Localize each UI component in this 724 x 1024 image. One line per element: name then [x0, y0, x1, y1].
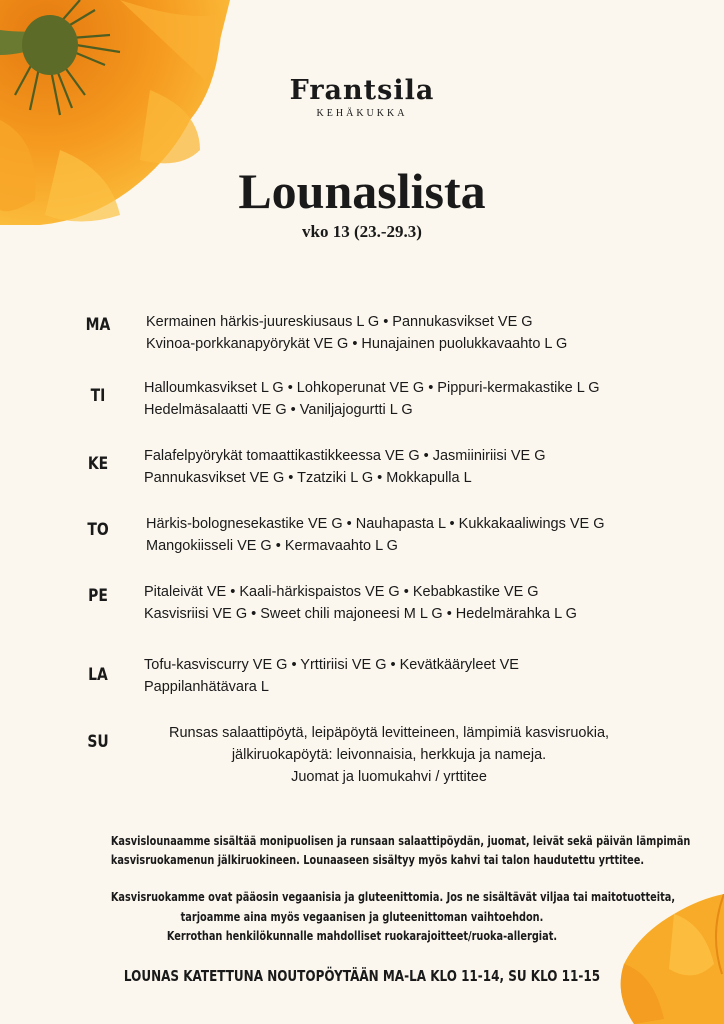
page-title: Lounaslista: [238, 163, 486, 219]
brand-logo: [0, 75, 724, 119]
brand-name: Frantsila: [289, 75, 435, 106]
menu-line: Härkis-bolognesekastike VE G • Nauhapasta L • Kukkakaaliwings VE G: [146, 516, 605, 532]
menu-line: Pitaleivät VE • Kaali-härkispaistos VE G • Kebabkastike VE G: [144, 584, 539, 600]
day-code: TI: [90, 386, 106, 406]
day-code: SU: [87, 732, 109, 752]
menu-line: Falafelpyörykät tomaattikastikkeessa VE G • Jasmiiniriisi VE G: [144, 448, 546, 464]
menu-line: Juomat ja luomukahvi / yrttitee: [291, 769, 487, 785]
page-subtitle: vko 13 (23.-29.3): [302, 222, 422, 241]
menu-line: Halloumkasvikset L G • Lohkoperunat VE G • Pippuri-kermakastike L G: [144, 380, 600, 396]
menu-line: Hedelmäsalaatti VE G • Vaniljajogurtti L G: [144, 402, 413, 418]
menu-line: Pannukasvikset VE G • Tzatziki L G • Mokkapulla L: [144, 470, 472, 486]
menu-line: Pappilanhätävara L: [144, 679, 269, 695]
brand-tagline: KEHÄKUKKA: [316, 108, 408, 119]
menu-line: Kasvisriisi VE G • Sweet chili majoneesi M L G • Hedelmärahka L G: [144, 606, 577, 622]
menu-line: Runsas salaattipöytä, leipäpöytä levitteineen, lämpimiä kasvisruokia,: [168, 725, 610, 741]
menu-line: Tofu-kasviscurry VE G • Yrttiriisi VE G • Kevätkääryleet VE: [144, 657, 519, 673]
day-code: MA: [85, 315, 111, 335]
day-code: TO: [87, 520, 109, 540]
flower-decoration-corner: [614, 894, 724, 1024]
day-code: PE: [88, 586, 108, 606]
menu-line: Kermainen härkis-juureskiusaus L G • Pannukasvikset VE G: [146, 314, 533, 330]
menu-line: jälkiruokapöytä: leivonnaisia, herkkuja ja nameja.: [231, 747, 547, 763]
menu-line: Kvinoa-porkkanapyörykät VE G • Hunajainen puolukkavaahto L G: [146, 336, 568, 352]
info-text: Kerrothan henkilökunnalle mahdolliset ruokarajoitteet/ruoka-allergiat.: [166, 928, 558, 943]
info-text: tarjoamme aina myös vegaanisen ja gluteenittoman vaihtoehdon.: [180, 909, 544, 924]
menu-line: Mangokiisseli VE G • Kermavaahto L G: [146, 538, 398, 554]
opening-hours: LOUNAS KATETTUNA NOUTOPÖYTÄÄN MA-LA KLO 11-14, SU KLO 11-15: [123, 967, 601, 985]
info-text: kasvisruokamenun jälkiruokineen. Lounaaseen sisältyy myös kahvi tai talon haudutettu yrttitee.: [110, 852, 645, 867]
info-text: Kasvislounaamme sisältää monipuolisen ja runsaan salaattipöydän, juomat, leivät sekä päivän lämpimän: [110, 833, 691, 848]
info-text: Kasvisruokamme ovat pääosin vegaanisia ja gluteenittomia. Jos ne sisältävät viljaa tai maitotuotteita,: [110, 889, 676, 904]
day-code: LA: [88, 665, 108, 685]
day-code: KE: [87, 454, 109, 474]
